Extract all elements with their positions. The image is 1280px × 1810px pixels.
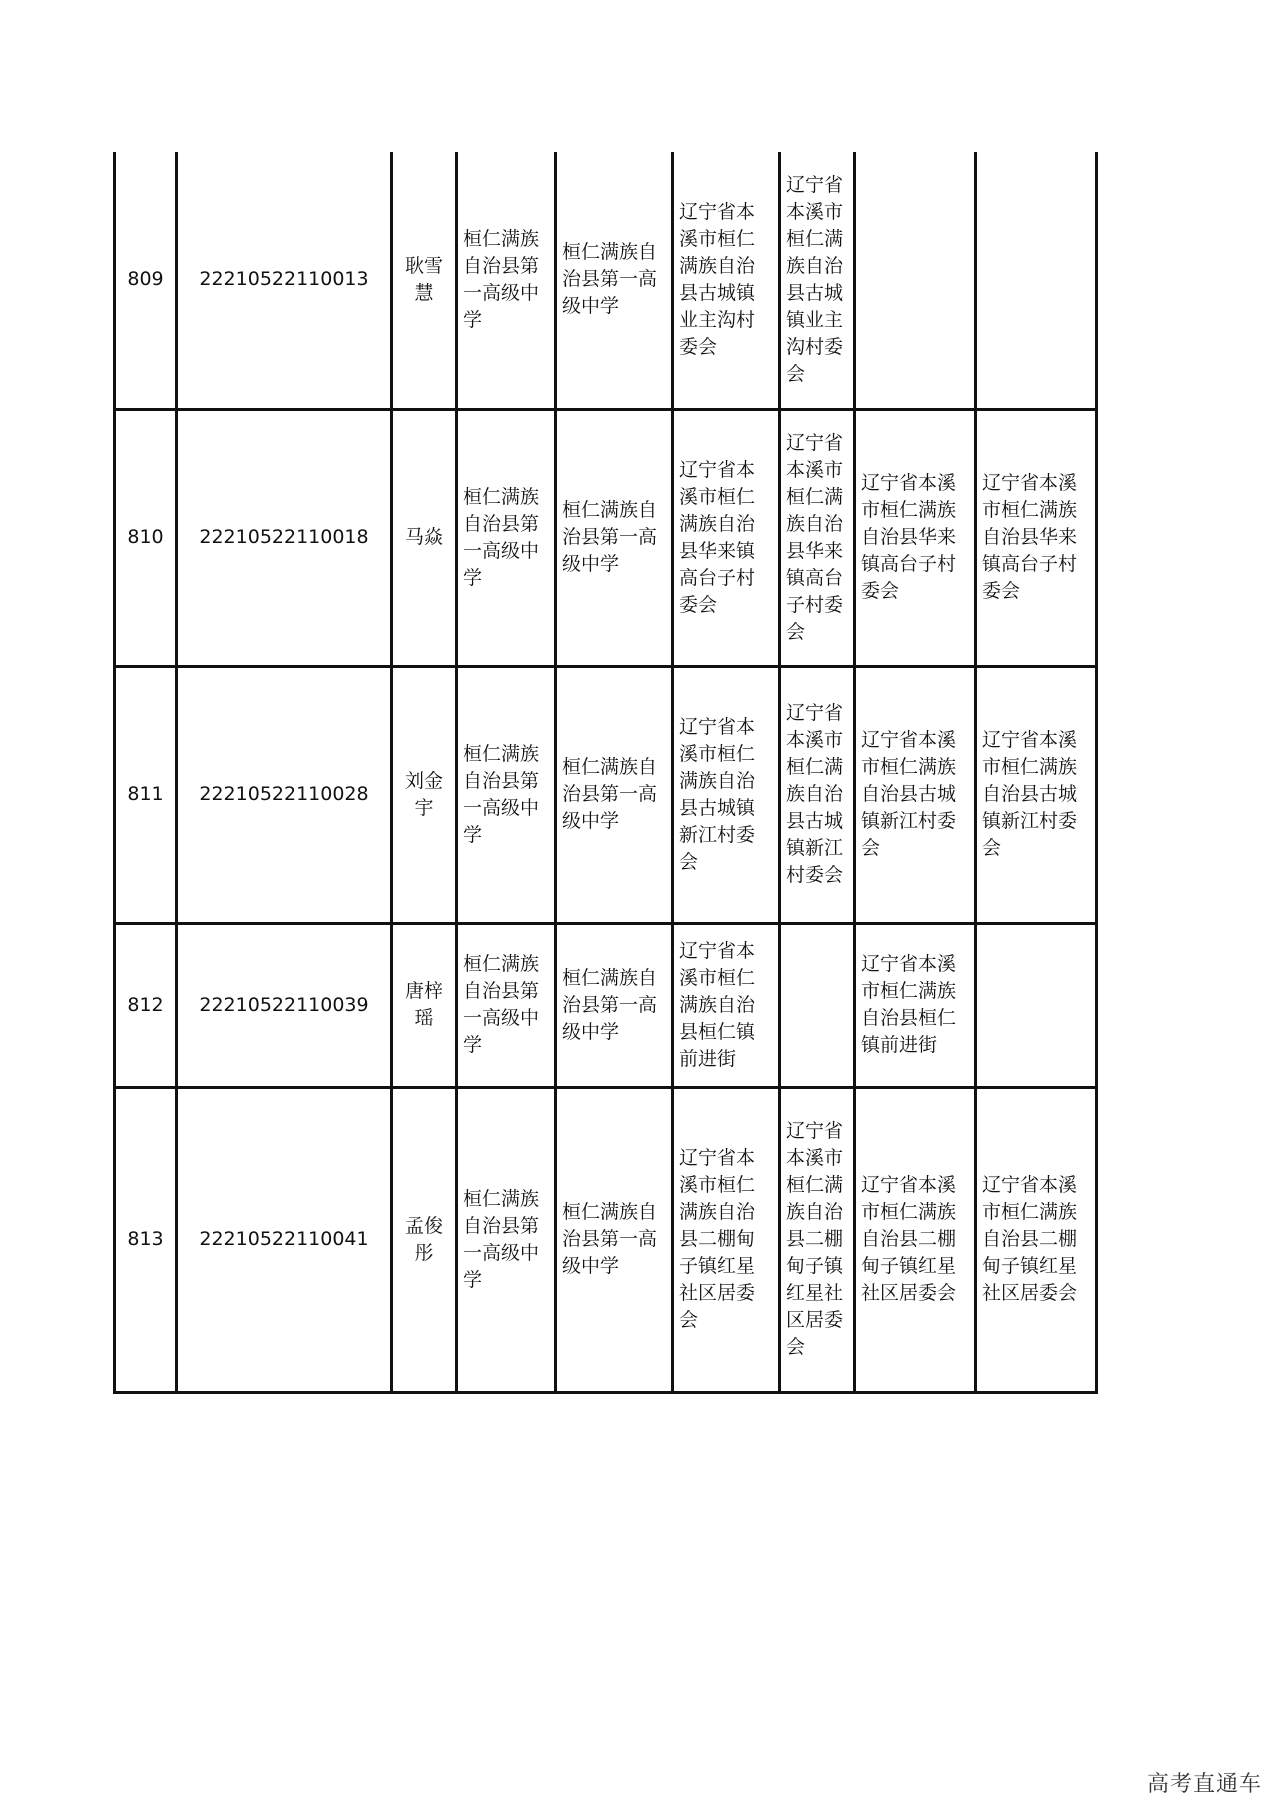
name-cell: 耿雪慧 xyxy=(392,152,457,409)
address-cell: 辽宁省本溪市桓仁满族自治县华来镇高台子村委会 xyxy=(976,409,1097,666)
school-cell: 桓仁满族自治县第一高级中学 xyxy=(457,1087,556,1392)
address-cell: 辽宁省本溪市桓仁满族自治县古城镇新江村委会 xyxy=(780,666,855,923)
table-row xyxy=(115,923,1097,1087)
graduation-school-cell: 桓仁满族自治县第一高级中学 xyxy=(556,666,673,923)
address-cell: 辽宁省本溪市桓仁满族自治县二棚甸子镇红星社区居委会 xyxy=(780,1087,855,1392)
address-cell: 辽宁省本溪市桓仁满族自治县古城镇新江村委会 xyxy=(976,666,1097,923)
address-cell xyxy=(855,152,976,409)
name-cell: 唐梓瑶 xyxy=(392,923,457,1087)
watermark-text: 高考直通车 xyxy=(1146,1772,1262,1797)
seq-cell: 809 xyxy=(115,152,177,409)
exam-id-cell: 22210522110028 xyxy=(177,666,392,923)
address-cell: 辽宁省本溪市桓仁满族自治县华来镇高台子村委会 xyxy=(780,409,855,666)
address-cell: 辽宁省本溪市桓仁满族自治县华来镇高台子村委会 xyxy=(673,409,780,666)
address-cell: 辽宁省本溪市桓仁满族自治县古城镇业主沟村委会 xyxy=(780,152,855,409)
address-cell: 辽宁省本溪市桓仁满族自治县二棚甸子镇红星社区居委会 xyxy=(673,1087,780,1392)
address-cell: 辽宁省本溪市桓仁满族自治县二棚甸子镇红星社区居委会 xyxy=(976,1087,1097,1392)
school-cell: 桓仁满族自治县第一高级中学 xyxy=(457,152,556,409)
name-cell: 马焱 xyxy=(392,409,457,666)
school-cell: 桓仁满族自治县第一高级中学 xyxy=(457,666,556,923)
name-cell: 孟俊彤 xyxy=(392,1087,457,1392)
seq-cell: 811 xyxy=(115,666,177,923)
table-row xyxy=(115,409,1097,666)
exam-id-cell: 22210522110039 xyxy=(177,923,392,1087)
roster-table xyxy=(113,152,1098,1394)
graduation-school-cell: 桓仁满族自治县第一高级中学 xyxy=(556,1087,673,1392)
roster-table-wrapper xyxy=(113,152,1098,1394)
address-cell: 辽宁省本溪市桓仁满族自治县古城镇业主沟村委会 xyxy=(673,152,780,409)
school-cell: 桓仁满族自治县第一高级中学 xyxy=(457,409,556,666)
address-cell xyxy=(976,152,1097,409)
address-cell: 辽宁省本溪市桓仁满族自治县桓仁镇前进街 xyxy=(673,923,780,1087)
address-cell xyxy=(976,923,1097,1087)
address-cell xyxy=(780,923,855,1087)
seq-cell: 812 xyxy=(115,923,177,1087)
address-cell: 辽宁省本溪市桓仁满族自治县二棚甸子镇红星社区居委会 xyxy=(855,1087,976,1392)
table-row xyxy=(115,666,1097,923)
exam-id-cell: 22210522110013 xyxy=(177,152,392,409)
address-cell: 辽宁省本溪市桓仁满族自治县古城镇新江村委会 xyxy=(855,666,976,923)
address-cell: 辽宁省本溪市桓仁满族自治县古城镇新江村委会 xyxy=(673,666,780,923)
exam-id-cell: 22210522110018 xyxy=(177,409,392,666)
name-cell: 刘金宇 xyxy=(392,666,457,923)
graduation-school-cell: 桓仁满族自治县第一高级中学 xyxy=(556,923,673,1087)
address-cell: 辽宁省本溪市桓仁满族自治县华来镇高台子村委会 xyxy=(855,409,976,666)
table-row xyxy=(115,1087,1097,1392)
table-row xyxy=(115,152,1097,409)
graduation-school-cell: 桓仁满族自治县第一高级中学 xyxy=(556,152,673,409)
graduation-school-cell: 桓仁满族自治县第一高级中学 xyxy=(556,409,673,666)
exam-id-cell: 22210522110041 xyxy=(177,1087,392,1392)
seq-cell: 810 xyxy=(115,409,177,666)
seq-cell: 813 xyxy=(115,1087,177,1392)
school-cell: 桓仁满族自治县第一高级中学 xyxy=(457,923,556,1087)
address-cell: 辽宁省本溪市桓仁满族自治县桓仁镇前进街 xyxy=(855,923,976,1087)
